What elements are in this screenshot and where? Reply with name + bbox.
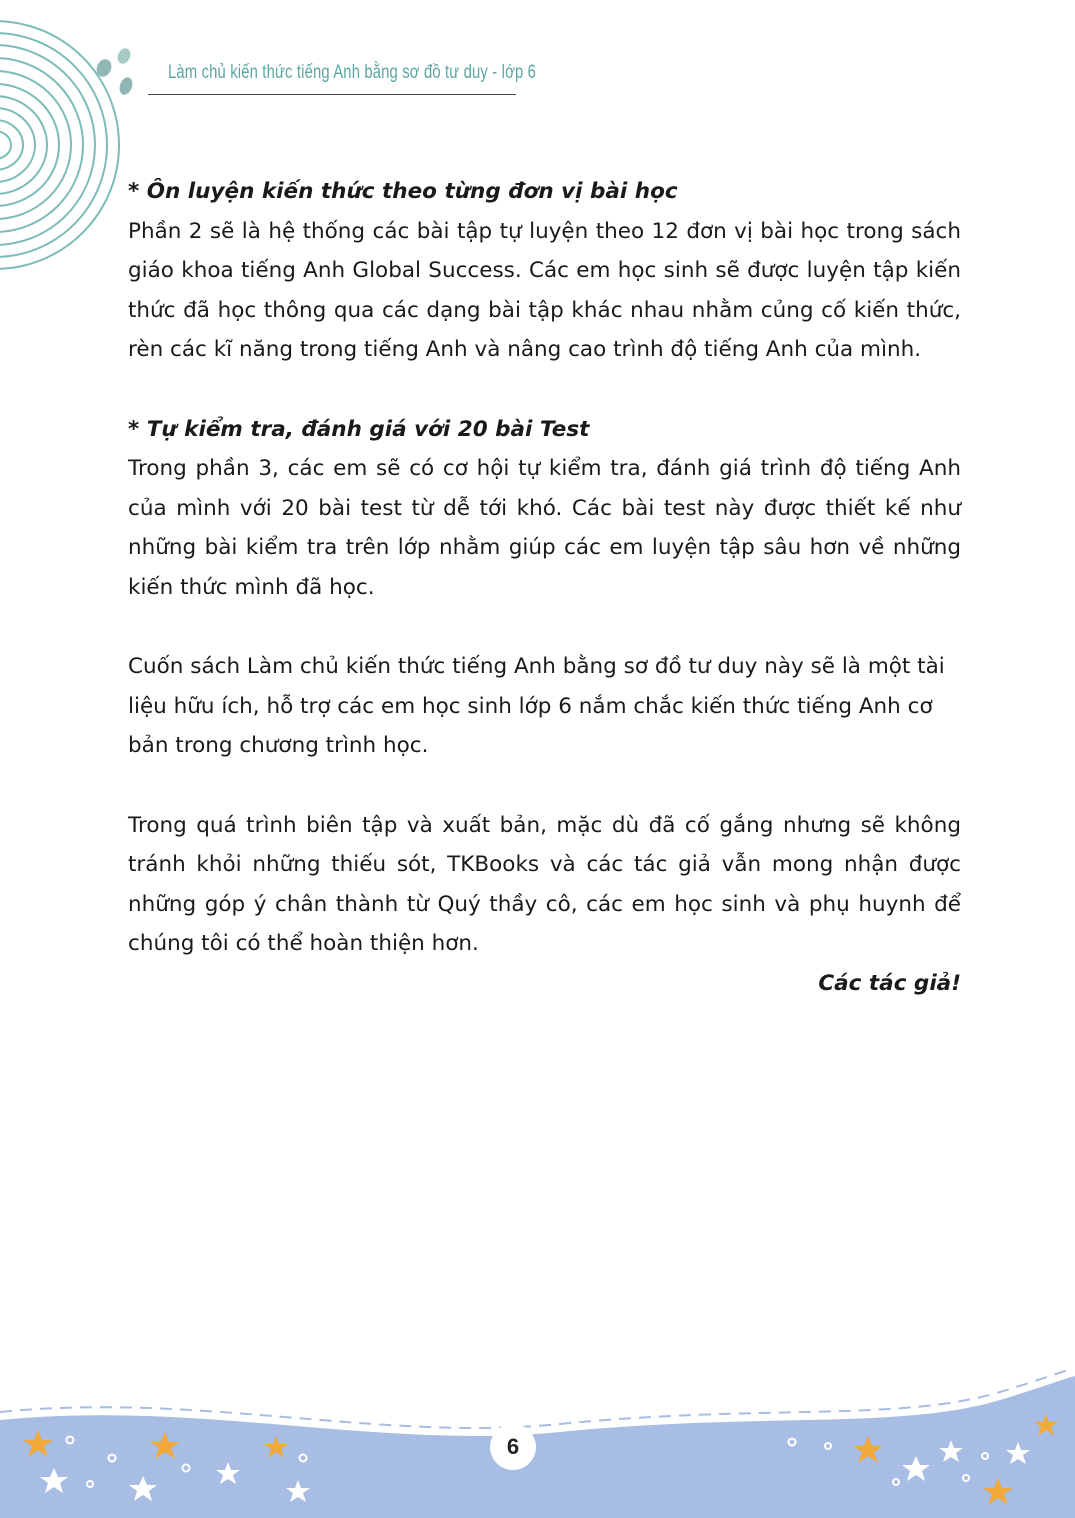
- section-body-tests: Trong phần 3, các em sẽ có cơ hội tự kiểm tra, đánh giá trình độ tiếng Anh của mình với 20 bài test từ dễ tới khó. Các bài test này được thiết kế như những bài kiểm tra trên lớp nhằm giúp các em luyện tập sâu hơn về những kiến thức mình đã học.: [128, 456, 961, 600]
- spacer: [128, 607, 961, 647]
- footer-wave-decoration: [0, 1370, 1075, 1518]
- section-heading-tests: * Tự kiểm tra, đánh giá với 20 bài Test: [128, 416, 590, 442]
- section-heading-practice: * Ôn luyện kiến thức theo từng đơn vị bài học: [128, 179, 678, 204]
- teal-dots-icon: [88, 44, 148, 104]
- concentric-ring-decoration-icon: [0, 0, 140, 280]
- spacer: [128, 370, 961, 410]
- signature: Các tác giả!: [818, 970, 961, 996]
- page-number: 6: [490, 1424, 536, 1470]
- page-content: [128, 172, 961, 1003]
- spacer: [128, 766, 961, 806]
- header-underline: [148, 94, 516, 95]
- paragraph-book-summary: Cuốn sách Làm chủ kiến thức tiếng Anh bằng sơ đồ tư duy này sẽ là một tài liệu hữu ích, hỗ trợ các em học sinh lớp 6 nắm chắc kiến thức tiếng Anh cơ bản trong chương trình học.: [128, 654, 945, 758]
- header-title: Làm chủ kiến thức tiếng Anh bằng sơ đồ tư duy - lớp 6: [168, 62, 537, 83]
- paragraph-acknowledgement: Trong quá trình biên tập và xuất bản, mặc dù đã cố gắng nhưng sẽ không tránh khỏi những thiếu sót, TKBooks và các tác giả vẫn mong nhận được những góp ý chân thành từ Quý thầy cô, các em học sinh và phụ huynh để chúng tôi có thể hoàn thiện hơn.: [128, 812, 961, 956]
- section-body-practice: Phần 2 sẽ là hệ thống các bài tập tự luyện theo 12 đơn vị bài học trong sách giáo khoa tiếng Anh Global Success. Các em học sinh sẽ được luyện tập kiến thức đã học thông qua các dạng bài tập khác nhau nhằm củng cố kiến thức, rèn các kĩ năng trong tiếng Anh và nâng cao trình độ tiếng Anh của mình.: [128, 218, 961, 362]
